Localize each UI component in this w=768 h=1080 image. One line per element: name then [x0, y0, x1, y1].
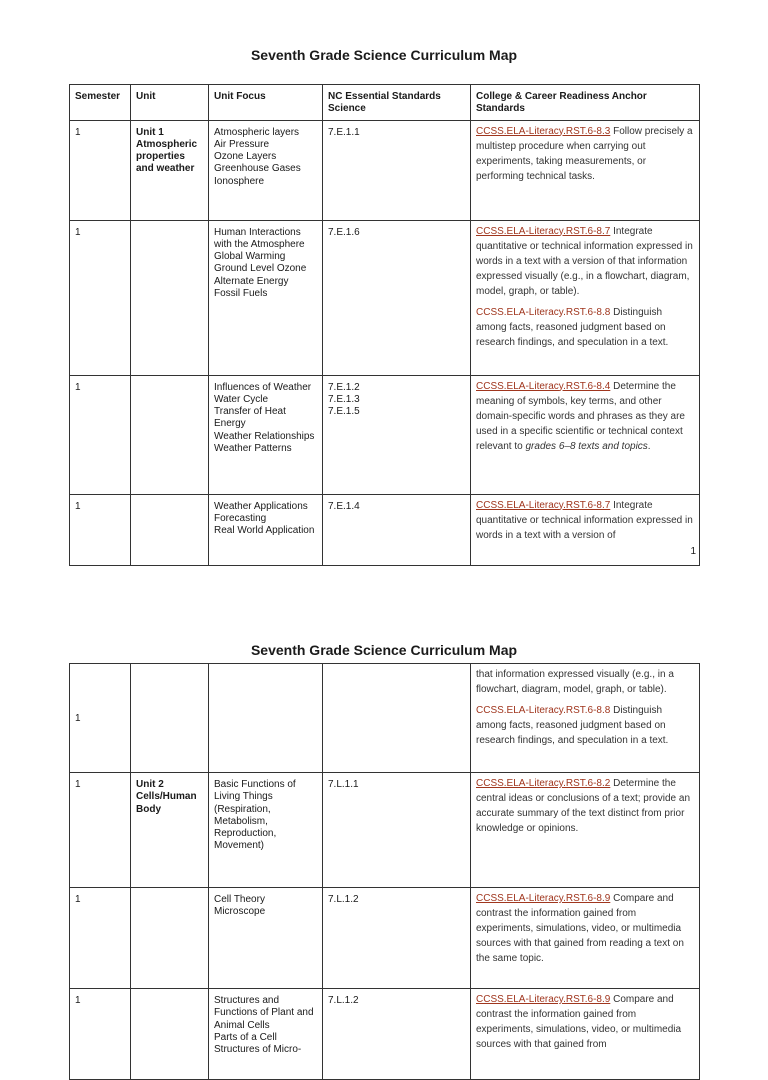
nc-standards-cell	[323, 494, 471, 565]
standard-link[interactable]: CCSS.ELA-Literacy.RST.6-8.8	[476, 705, 611, 716]
standard-entry	[476, 379, 694, 454]
ccr-standards-cell	[471, 375, 700, 494]
nc-standard-code: 7.E.1.6	[328, 226, 360, 238]
curriculum-table-continued	[69, 663, 700, 1080]
table-row	[70, 375, 700, 494]
standard-description-italic: grades 6–8 texts and topics	[525, 440, 648, 452]
nc-standards-cell	[323, 989, 471, 1080]
header-nc-standards: NC Essential Standards Science	[323, 85, 471, 121]
semester-cell: 1	[70, 375, 131, 494]
standard-entry	[476, 776, 694, 836]
table-row	[70, 494, 700, 565]
focus-item: Basic Functions of Living Things (Respiration, Metabolism, Reproduction, Movement)	[214, 779, 296, 852]
page-gap	[0, 580, 768, 620]
focus-item: Transfer of Heat Energy	[214, 406, 286, 430]
standard-link[interactable]: CCSS.ELA-Literacy.RST.6-8.2	[476, 778, 611, 789]
nc-standard-code: 7.L.1.2	[328, 894, 359, 905]
standard-entry	[476, 498, 694, 543]
standard-link[interactable]: CCSS.ELA-Literacy.RST.6-8.9	[476, 893, 611, 904]
focus-item: Influences of Weather	[214, 381, 312, 393]
focus-item: Weather Applications	[214, 500, 308, 512]
ccr-standards-cell	[471, 494, 700, 565]
nc-standard-code: 7.E.1.1	[328, 126, 360, 138]
unit-focus-cell	[209, 989, 323, 1080]
standard-description: Determine the meaning of symbols, key terms, and other domain-specific words and phrases as they are used in a specific scientific or technical context relevant to	[476, 380, 685, 452]
standard-description: Integrate quantitative or technical information expressed in words in a text with a version of	[476, 499, 693, 541]
ccr-standards-cell	[471, 888, 700, 989]
focus-item: Air Pressure	[214, 138, 270, 150]
page-2	[0, 620, 768, 1056]
unit-focus-cell	[209, 494, 323, 565]
unit-focus-cell	[209, 375, 323, 494]
standard-entry	[476, 224, 694, 299]
focus-item: Ozone Layers	[214, 151, 277, 163]
focus-item: Cell Theory	[214, 894, 265, 905]
nc-standard-code: 7.L.1.1	[328, 779, 359, 790]
header-unit-focus: Unit Focus	[209, 85, 323, 121]
semester-cell: 1	[70, 664, 131, 773]
table-row	[70, 888, 700, 989]
semester-cell: 1	[70, 120, 131, 220]
semester-cell: 1	[70, 989, 131, 1080]
semester-cell: 1	[70, 494, 131, 565]
standard-link[interactable]: CCSS.ELA-Literacy.RST.6-8.7	[476, 225, 611, 237]
standard-link[interactable]: CCSS.ELA-Literacy.RST.6-8.4	[476, 380, 611, 392]
nc-standard-code: 7.L.1.2	[328, 995, 359, 1006]
focus-item: Human Interactions with the Atmosphere	[214, 226, 305, 250]
ccr-standards-cell	[471, 120, 700, 220]
standard-entry	[476, 703, 694, 748]
standard-entry	[476, 891, 694, 966]
unit-focus-cell	[209, 664, 323, 773]
nc-standards-cell	[323, 664, 471, 773]
standard-description: Integrate quantitative or technical information expressed in words in a text with a version of that information expressed visually (e.g., in a flowchart, diagram, model, graph, or table).	[476, 225, 693, 297]
focus-item: Ground Level Ozone	[214, 263, 307, 275]
header-semester: Semester	[70, 85, 131, 121]
focus-item: Microscope	[214, 906, 266, 918]
nc-standards-cell	[323, 773, 471, 888]
standard-link[interactable]: CCSS.ELA-Literacy.RST.6-8.8	[476, 306, 611, 318]
nc-standards-cell	[323, 888, 471, 989]
focus-item: Real World Application	[214, 525, 315, 537]
ccr-standards-cell	[471, 664, 700, 773]
focus-item: Fossil Fuels	[214, 288, 268, 300]
standard-link[interactable]: CCSS.ELA-Literacy.RST.6-8.3	[476, 125, 611, 137]
focus-item: Forecasting	[214, 512, 267, 524]
semester-cell: 1	[70, 773, 131, 888]
focus-item: Water Cycle	[214, 393, 269, 405]
standard-link[interactable]: CCSS.ELA-Literacy.RST.6-8.9	[476, 994, 611, 1005]
focus-item: Global Warming	[214, 251, 286, 263]
standard-description: Compare and contrast the information gained from experiments, simulations, video, or multimedia sources with that gained from	[476, 994, 682, 1050]
unit-cell	[131, 220, 209, 375]
page-title: Seventh Grade Science Curriculum Map	[250, 47, 518, 63]
page-number: 1	[690, 546, 696, 557]
focus-item: Atmospheric layers	[214, 126, 300, 138]
unit-cell: Unit 1 Atmospheric properties and weather	[131, 120, 209, 220]
unit-focus-cell	[209, 220, 323, 375]
table-row	[70, 773, 700, 888]
semester-cell: 1	[70, 220, 131, 375]
ccr-standards-cell	[471, 773, 700, 888]
standard-description-end: .	[647, 440, 651, 452]
nc-standard-code: 7.E.1.2	[328, 381, 360, 393]
unit-cell	[131, 375, 209, 494]
ccr-standards-cell	[471, 989, 700, 1080]
nc-standards-cell	[323, 120, 471, 220]
unit-focus-cell	[209, 888, 323, 989]
table-row	[70, 220, 700, 375]
standard-entry	[476, 305, 694, 350]
header-ccr-standards: College & Career Readiness Anchor Standards	[471, 85, 700, 121]
standard-entry	[476, 992, 694, 1052]
standard-link[interactable]: CCSS.ELA-Literacy.RST.6-8.7	[476, 499, 611, 511]
semester-cell: 1	[70, 888, 131, 989]
unit-cell	[131, 888, 209, 989]
standard-entry	[476, 124, 694, 184]
standard-description: Distinguish among facts, reasoned judgment based on research findings, and speculation in a text.	[476, 306, 669, 348]
nc-standard-code: 7.E.1.5	[328, 406, 360, 418]
focus-item: Structures of Micro-	[214, 1044, 302, 1056]
standard-description: Follow precisely a multistep procedure when carrying out experiments, taking measurements, or performing technical tasks.	[476, 125, 693, 182]
unit-cell	[131, 494, 209, 565]
unit-cell	[131, 989, 209, 1080]
table-row	[70, 989, 700, 1080]
nc-standard-code: 7.E.1.3	[328, 393, 360, 405]
header-unit: Unit	[131, 85, 209, 121]
ccr-standards-cell	[471, 220, 700, 375]
focus-item: Structures and Functions of Plant and Animal Cells	[214, 995, 314, 1031]
table-row	[70, 120, 700, 220]
focus-item: Weather Patterns	[214, 443, 292, 455]
standard-description: Compare and contrast the information gained from experiments, simulations, video, or multimedia sources with that gained from reading a text on the same topic.	[476, 893, 684, 964]
standard-description: Distinguish among facts, reasoned judgment based on research findings, and speculation in a text.	[476, 705, 669, 746]
nc-standard-code: 7.E.1.4	[328, 500, 360, 512]
nc-standards-cell	[323, 220, 471, 375]
curriculum-table	[69, 84, 700, 566]
unit-cell: Unit 2 Cells/Human Body	[131, 773, 209, 888]
standard-text-continued: that information expressed visually (e.g., in a flowchart, diagram, model, graph, or table).	[476, 669, 674, 695]
focus-item: Greenhouse Gases	[214, 163, 301, 175]
unit-focus-cell	[209, 773, 323, 888]
unit-focus-cell	[209, 120, 323, 220]
header-row	[70, 85, 700, 121]
focus-item: Alternate Energy	[214, 275, 289, 287]
nc-standards-cell	[323, 375, 471, 494]
focus-item: Parts of a Cell	[214, 1031, 277, 1043]
page-title: Seventh Grade Science Curriculum Map	[250, 642, 518, 658]
unit-cell	[131, 664, 209, 773]
focus-item: Weather Relationships	[214, 430, 315, 442]
standard-description: Determine the central ideas or conclusions of a text; provide an accurate summary of the text distinct from prior knowledge or opinions.	[476, 778, 691, 834]
focus-item: Ionosphere	[214, 175, 265, 187]
table-row	[70, 664, 700, 773]
